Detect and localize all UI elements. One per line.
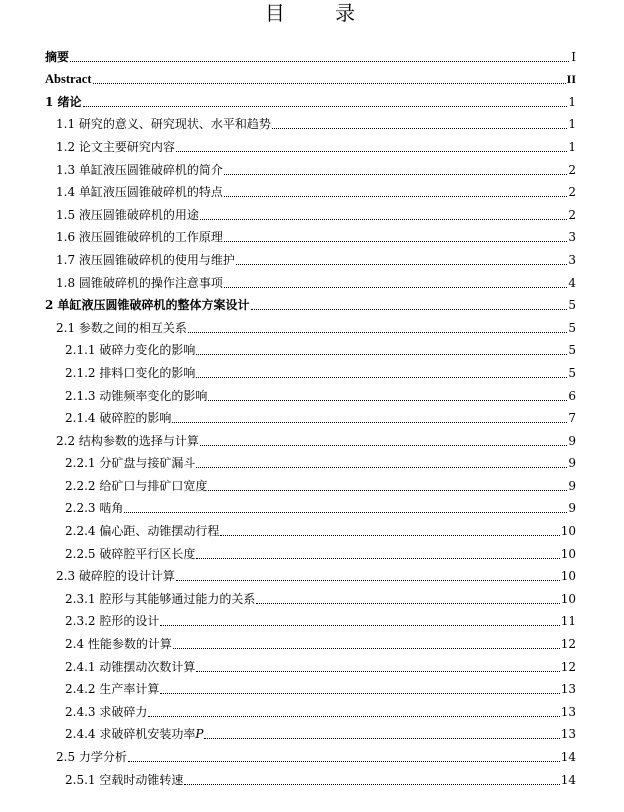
dot-leader — [148, 716, 559, 717]
toc-entry-label: 2.1 参数之间的相互关系 — [56, 320, 187, 335]
dot-leader — [196, 354, 567, 355]
toc-entry-page: 14 — [560, 750, 576, 764]
toc-entry-page: 13 — [560, 704, 576, 719]
toc-entry[interactable] — [0, 518, 624, 541]
toc-entry[interactable] — [0, 428, 624, 451]
toc-entry[interactable] — [0, 677, 624, 700]
dot-leader — [224, 174, 567, 175]
dot-leader — [208, 490, 567, 491]
toc-entry[interactable] — [0, 744, 624, 767]
toc-entry-page: II — [566, 72, 576, 87]
dot-leader — [196, 467, 567, 468]
toc-entry-page: 2 — [568, 162, 576, 177]
dot-leader — [208, 400, 567, 401]
toc-entry[interactable] — [0, 767, 624, 790]
dot-leader — [93, 83, 566, 84]
toc-entry[interactable] — [0, 315, 624, 338]
dot-leader — [184, 784, 559, 785]
toc-entry[interactable] — [0, 609, 624, 632]
toc-entry-page: 13 — [560, 682, 576, 697]
toc-entry-label: 2.2.1 分矿盘与接矿漏斗 — [65, 456, 196, 471]
dot-leader — [224, 196, 567, 197]
dot-leader — [160, 625, 559, 626]
toc-entry-page: 1 — [568, 139, 576, 154]
toc-entry-page: 3 — [568, 230, 576, 245]
toc-entry[interactable] — [0, 654, 624, 677]
toc-entry-page: 10 — [560, 524, 576, 539]
toc-entry-label: 1.3 单缸液压圆锥破碎机的简介 — [56, 162, 223, 177]
dot-leader — [176, 151, 567, 152]
toc-entry-page: 5 — [568, 320, 576, 335]
dot-leader — [256, 603, 559, 604]
toc-entry-page: 1 — [568, 94, 576, 109]
toc-entry[interactable] — [0, 89, 624, 112]
toc-entry-label: 2.2.5 破碎腔平行区长度 — [65, 546, 196, 561]
toc-entry-label: 1.5 液压圆锥破碎机的用途 — [56, 207, 199, 222]
toc-entry[interactable] — [0, 451, 624, 474]
toc-entry-label: 2.4.1 动锥摆动次数计算 — [65, 659, 196, 674]
toc-entry[interactable] — [0, 225, 624, 248]
toc-entry[interactable] — [0, 360, 624, 383]
toc-entry-page: 9 — [568, 456, 576, 471]
toc-entry-label: 2.1.1 破碎力变化的影响 — [65, 343, 196, 358]
dot-leader — [196, 558, 559, 559]
toc-entry-label: 2.5.1 空载时动锥转速 — [65, 772, 184, 787]
toc-entry-page: 7 — [568, 411, 576, 426]
dot-leader — [173, 648, 560, 649]
toc-entry-label: 摘要 — [45, 49, 70, 64]
toc-entry[interactable] — [0, 112, 624, 135]
dot-leader — [236, 264, 567, 265]
toc-entry[interactable] — [0, 406, 624, 429]
dot-leader — [196, 671, 559, 672]
toc-entry-label: 2.2.2 给矿口与排矿口宽度 — [65, 478, 208, 493]
toc-entry-label: 2.3.2 腔形的设计 — [65, 614, 160, 629]
toc-entry-page: 5 — [568, 298, 576, 313]
table-of-contents — [0, 44, 624, 790]
toc-entry-label: 1.8 圆锥破碎机的操作注意事项 — [56, 275, 223, 290]
toc-entry[interactable] — [0, 541, 624, 564]
toc-entry[interactable] — [0, 473, 624, 496]
dot-leader — [172, 422, 567, 423]
toc-entry-page: 10 — [560, 591, 576, 606]
toc-entry[interactable] — [0, 134, 624, 157]
toc-entry-label: Abstract — [45, 72, 92, 87]
toc-entry[interactable] — [0, 157, 624, 180]
toc-entry-page: 2 — [568, 207, 576, 222]
toc-entry-label: 2.4.2 生产率计算 — [65, 682, 160, 697]
toc-entry-page: 1 — [568, 117, 576, 132]
toc-entry-label: 2 单缸液压圆锥破碎机的整体方案设计 — [45, 298, 250, 313]
dot-leader — [176, 580, 560, 581]
toc-entry[interactable] — [0, 338, 624, 361]
toc-entry-page: I — [571, 49, 576, 64]
toc-entry[interactable] — [0, 247, 624, 270]
toc-entry[interactable] — [0, 67, 624, 90]
toc-entry-page: 2 — [568, 185, 576, 200]
toc-entry-label-text: 2.4.4 求破碎机安装功率 — [65, 727, 196, 742]
toc-entry[interactable] — [0, 631, 624, 654]
toc-entry-page: 6 — [568, 388, 576, 403]
toc-entry-page: 3 — [568, 252, 576, 267]
toc-entry-label: 2.2.3 啮角 — [65, 501, 124, 516]
toc-entry-page: 12 — [560, 659, 576, 674]
toc-entry[interactable] — [0, 270, 624, 293]
toc-entry-page: 5 — [568, 365, 576, 380]
dot-leader — [200, 445, 567, 446]
dot-leader — [224, 241, 567, 242]
toc-entry[interactable] — [0, 180, 624, 203]
toc-entry-label: 2.4.3 求破碎力 — [65, 704, 148, 719]
toc-entry-label: 2.5 力学分析 — [56, 750, 127, 764]
dot-leader — [272, 128, 567, 129]
toc-entry-label: 1.2 论文主要研究内容 — [56, 139, 175, 154]
toc-entry[interactable] — [0, 293, 624, 316]
toc-entry-label: 1.6 液压圆锥破碎机的工作原理 — [56, 230, 223, 245]
toc-entry-label: 1.1 研究的意义、研究现状、水平和趋势 — [56, 117, 271, 132]
toc-entry[interactable] — [0, 564, 624, 587]
toc-entry-page: 4 — [568, 275, 576, 290]
toc-entry-page: 5 — [568, 343, 576, 358]
dot-leader — [200, 219, 567, 220]
toc-entry-label: 2.1.4 破碎腔的影响 — [65, 411, 172, 426]
toc-entry-page: 10 — [560, 569, 576, 584]
toc-entry-page: 9 — [568, 478, 576, 493]
toc-entry-page: 14 — [560, 772, 576, 787]
dot-leader — [220, 535, 559, 536]
toc-entry[interactable] — [0, 383, 624, 406]
toc-entry-label: 1 绪论 — [45, 94, 82, 109]
toc-entry[interactable] — [0, 722, 624, 745]
toc-entry-label: 2.4 性能参数的计算 — [65, 637, 172, 652]
dot-leader — [188, 332, 567, 333]
toc-entry-label: 1.4 单缸液压圆锥破碎机的特点 — [56, 185, 223, 200]
toc-entry-page: 9 — [568, 501, 576, 516]
toc-entry-label: 2.3.1 腔形与其能够通过能力的关系 — [65, 591, 256, 606]
toc-entry-label: 2.1.3 动锥频率变化的影响 — [65, 388, 208, 403]
dot-leader — [224, 287, 567, 288]
dot-leader — [160, 693, 559, 694]
toc-entry-page: 13 — [560, 727, 576, 742]
toc-entry-label: 2.2.4 偏心距、动锥摆动行程 — [65, 524, 220, 539]
dot-leader — [251, 309, 568, 310]
toc-entry[interactable] — [0, 202, 624, 225]
toc-entry-label — [65, 726, 203, 744]
dot-leader — [204, 738, 559, 739]
dot-leader — [124, 512, 567, 513]
toc-entry[interactable] — [0, 44, 624, 67]
toc-entry-page: 11 — [560, 614, 576, 629]
toc-entry[interactable] — [0, 699, 624, 722]
dot-leader — [70, 61, 569, 62]
toc-entry[interactable] — [0, 586, 624, 609]
page-title: 目 录 — [264, 1, 378, 25]
toc-entry-page: 12 — [560, 637, 576, 652]
dot-leader — [196, 377, 567, 378]
toc-entry-label: 1.7 液压圆锥破碎机的使用与维护 — [56, 252, 235, 267]
toc-entry-page: 10 — [560, 546, 576, 561]
dot-leader — [128, 761, 560, 762]
toc-entry-label: 2.1.2 排料口变化的影响 — [65, 365, 196, 380]
toc-entry-label-symbol: P — [195, 727, 204, 742]
toc-entry-page: 9 — [568, 433, 576, 448]
toc-entry-label: 2.3 破碎腔的设计计算 — [56, 569, 175, 584]
toc-entry-label: 2.2 结构参数的选择与计算 — [56, 433, 199, 448]
dot-leader — [83, 106, 568, 107]
toc-entry[interactable] — [0, 496, 624, 519]
